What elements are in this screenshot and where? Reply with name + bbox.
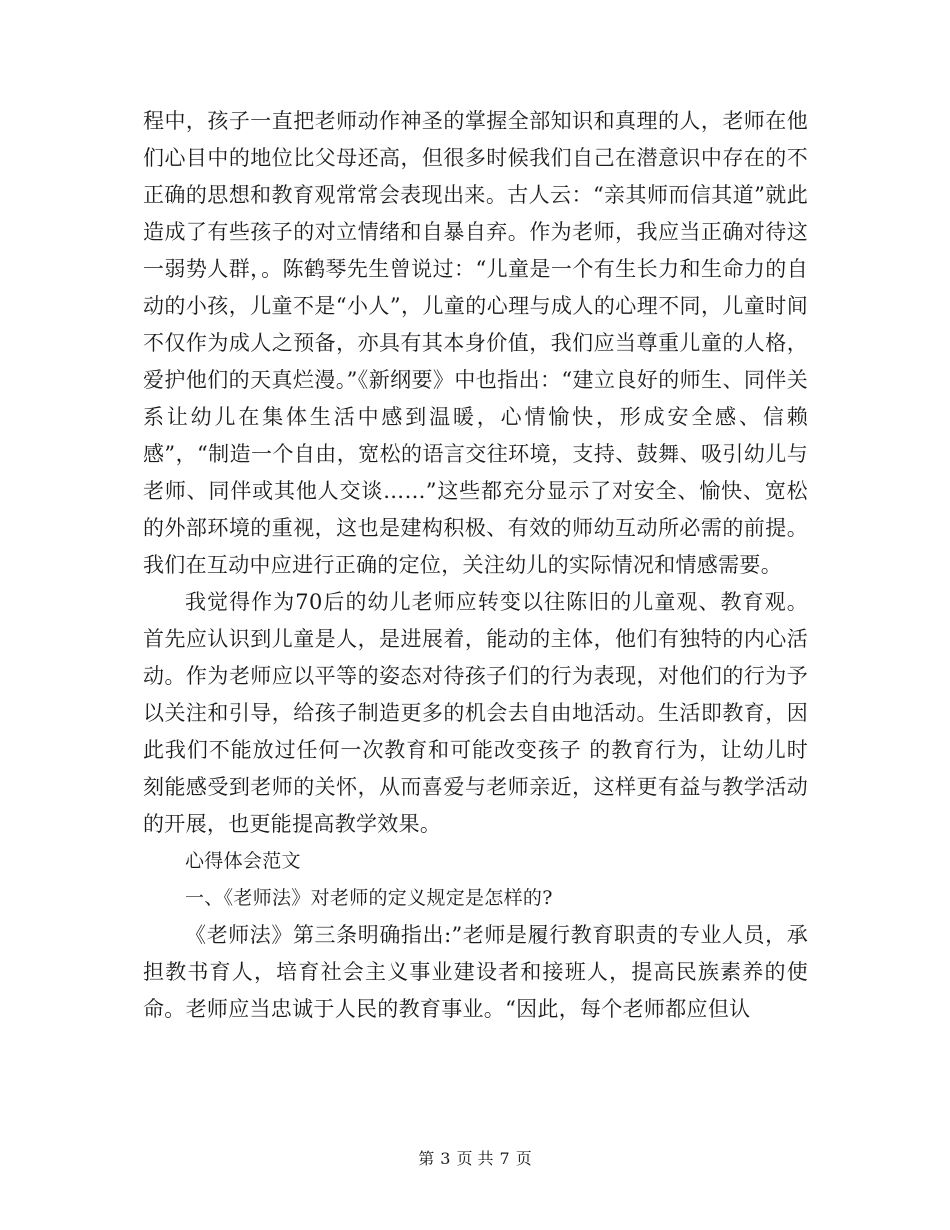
footer-prefix: 第 <box>418 1149 435 1168</box>
footer-total-pages: 7 <box>499 1149 510 1168</box>
paragraph-3: 《老师法》第三条明确指出:”老师是履行教育职责的专业人员，承担教书育人，培育社会主义事业建设者和接班人，提高民族素养的使命。老师应当忠诚于人民的教育事业。“因此，每个老师都应但认 <box>143 923 808 1021</box>
page-footer <box>0 1148 950 1170</box>
paragraph-1: 程中，孩子一直把老师动作神圣的掌握全部知识和真理的人，老师在他们心目中的地位比父母还高，但很多时候我们自己在潜意识中存在的不正确的思想和教育观常常会表现出来。古人云：“亲其师而信其道”就此造成了有些孩子的对立情绪和自暴自弃。作为老师，我应当正确对待这一弱势人群，。陈鹤琴先生曾说过：“儿童是一个有生长力和生命力的自动的小孩，儿童不是“小人”，儿童的心理与成人的心理不同，儿童时间不仅作为成人之预备，亦具有其本身价值，我们应当尊重儿童的人格，爱护他们的天真烂漫。”《新纲要》中也指出：“建立良好的师生、同伴关系让幼儿在集体生活中感到温暖，心情愉快，形成安全感、信赖感”，“制造一个自由，宽松的语言交往环境，支持、鼓舞、吸引幼儿与老师、同伴或其他人交谈……”这些都充分显示了对安全、愉快、宽松的外部环境的重视，这也是建构积极、有效的师幼互动所必需的前提。我们在互动中应进行正确的定位，关注幼儿的实际情况和情感需要。 <box>143 109 808 577</box>
document-body <box>143 103 808 1028</box>
footer-suffix: 页 <box>515 1149 532 1168</box>
paragraph-2: 我觉得作为70后的幼儿老师应转变以往陈旧的儿童观、教育观。首先应认识到儿童是人，是进展着，能动的主体，他们有独特的内心活动。作为老师应以平等的姿态对待孩子们的行为表现，对他们的行为予以关注和引导，给孩子制造更多的机会去自由地活动。生活即教育，因此我们不能放过任何一次教育和可能改变孩子 的教育行为，让幼儿时刻能感受到老师的关怀，从而喜爱与老师亲近，这样更有益与教学活动的开展，也更能提高教学效果。 <box>143 590 808 836</box>
footer-middle: 页 共 <box>456 1149 494 1168</box>
section-question: 一、《老师法》对老师的定义规定是怎样的? <box>185 887 553 909</box>
section-title: 心得体会范文 <box>185 850 301 872</box>
footer-current-page: 3 <box>440 1149 451 1168</box>
